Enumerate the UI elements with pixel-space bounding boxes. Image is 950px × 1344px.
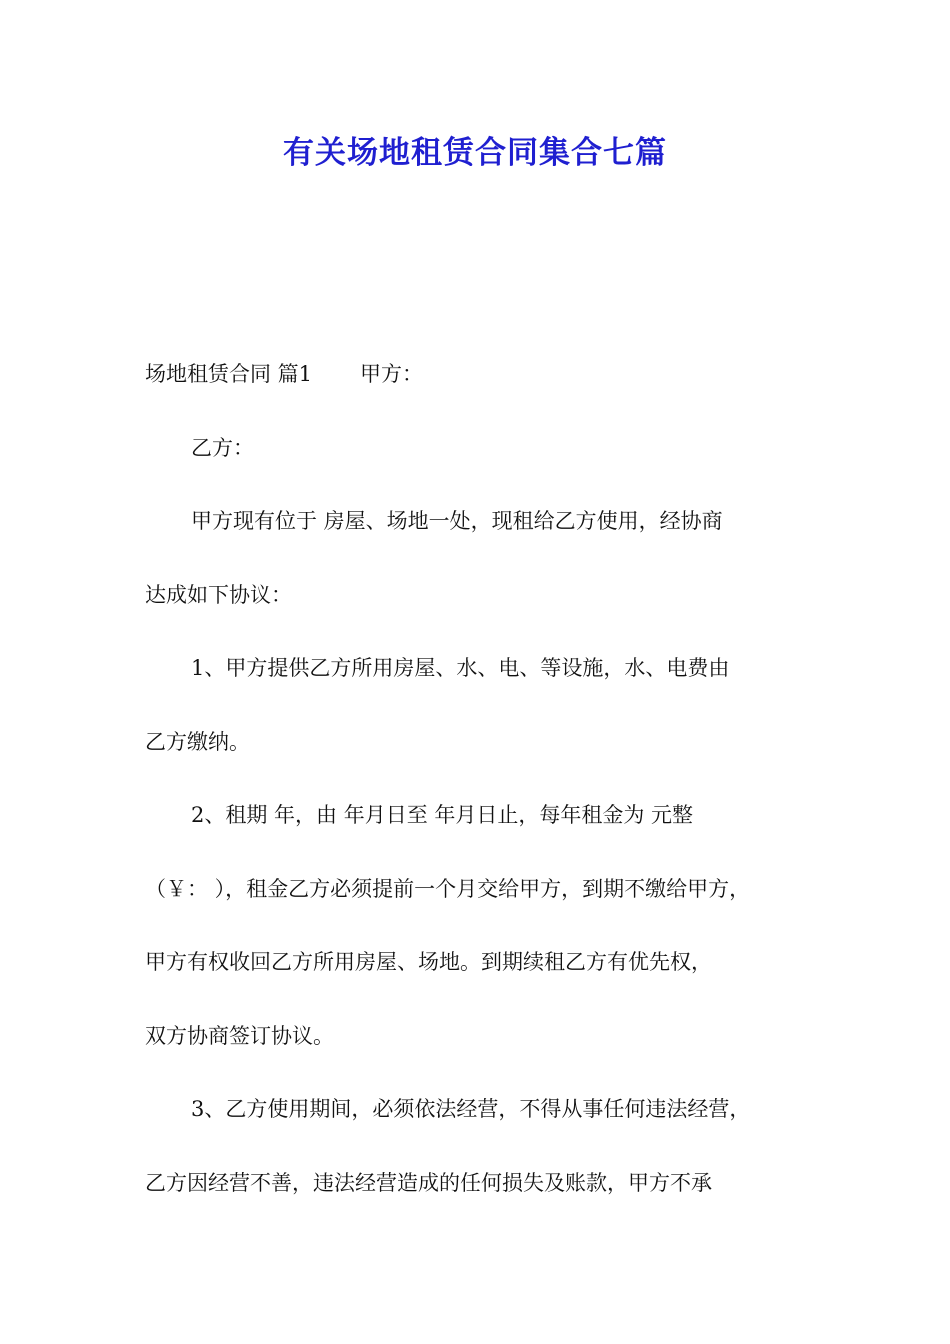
document-body (145, 338, 810, 1220)
body-line-4: 达成如下协议： (145, 582, 292, 607)
document-title: 有关场地租赁合同集合七篇 (283, 135, 667, 171)
body-line-5: 1、甲方提供乙方所用房屋、水、电、等设施，水、电费由 (191, 656, 730, 680)
party-a-label: 甲方： (360, 362, 424, 386)
body-line-7: 2、租期 年，由 年月日至 年月日止，每年租金为 元整 (191, 803, 694, 827)
body-line-3: 甲方现有位于 房屋、场地一处，现租给乙方使用，经协商 (191, 509, 723, 533)
body-line-1 (145, 338, 810, 412)
section-heading: 场地租赁合同 篇1 (145, 362, 313, 386)
body-line-9: 甲方有权收回乙方所用房屋、场地。到期续租乙方有优先权， (145, 950, 712, 974)
body-line-8: （￥： ），租金乙方必须提前一个月交给甲方，到期不缴给甲方， (145, 876, 751, 901)
body-line-10: 双方协商签订协议。 (145, 1023, 334, 1048)
body-line-2: 乙方： (191, 435, 254, 460)
body-line-11: 3、乙方使用期间，必须依法经营，不得从事任何违法经营， (191, 1097, 751, 1121)
body-line-12: 乙方因经营不善，违法经营造成的任何损失及账款，甲方不承 (145, 1170, 712, 1195)
body-line-6: 乙方缴纳。 (145, 729, 250, 754)
